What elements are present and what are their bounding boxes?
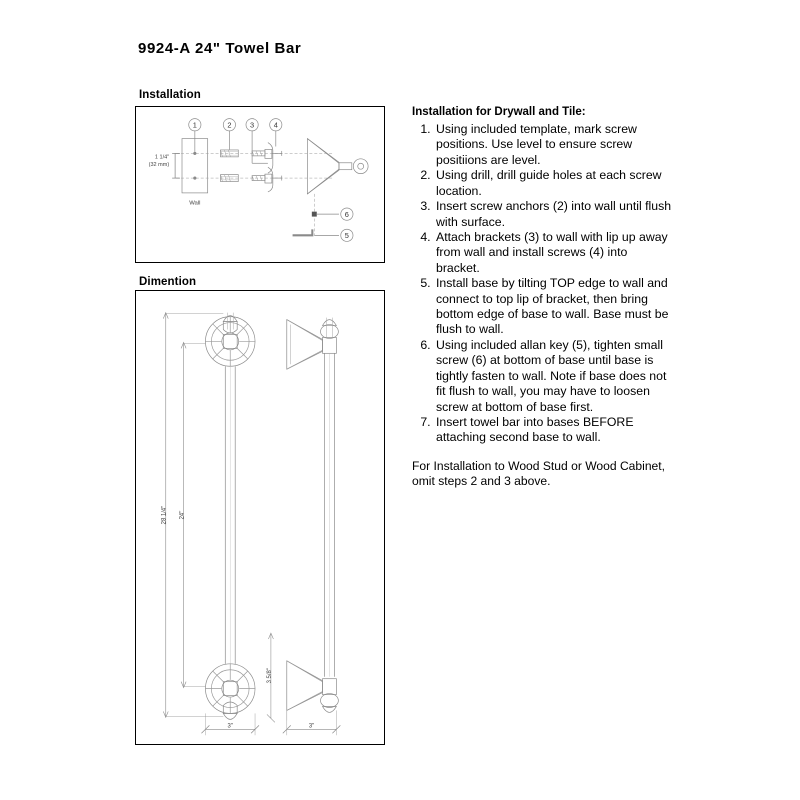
closing-note: For Installation to Wood Stud or Wood Cabinet, omit steps 2 and 3 above. xyxy=(412,458,665,489)
section-heading-dimention: Dimention xyxy=(139,276,197,288)
side-view-top-base xyxy=(287,318,339,370)
overall-length-label: 28 1/4" xyxy=(161,505,168,525)
front-base-width-label: 3" xyxy=(227,723,233,730)
instruction-step: 5. Install base by tilting TOP edge to wall and connect to top lip of bracket, then bring bottom edge of base to wall. Base must be flush to wall. xyxy=(434,276,674,338)
instruction-steps-list xyxy=(412,122,674,446)
instruction-step: 2. Using drill, drill guide holes at each screw location. xyxy=(434,168,674,199)
callout-4: 4 xyxy=(273,120,278,130)
callout-3: 3 xyxy=(250,120,255,130)
instruction-step: 4. Attach brackets (3) to wall with lip up away from wall and install screws (4) into bracket. xyxy=(434,230,674,276)
callout-1: 1 xyxy=(192,120,197,130)
instructions-title: Installation for Drywall and Tile: xyxy=(412,106,586,118)
instruction-step: 1. Using included template, mark screw positions. Use level to ensure screw positiions are level. xyxy=(434,122,674,168)
callout-6: 6 xyxy=(344,209,349,219)
dimension-drawing-panel xyxy=(135,290,385,745)
page-title: 9924-A 24" Towel Bar xyxy=(138,40,302,57)
spacing-dimension-mm: (32 mm) xyxy=(148,162,170,169)
side-view-bottom-base xyxy=(287,661,339,713)
front-view-top-base xyxy=(205,313,255,367)
instruction-step: 3. Insert screw anchors (2) into wall until flush with surface. xyxy=(434,199,674,230)
side-base-width-label: 3" xyxy=(308,723,315,730)
bar-length-label: 24" xyxy=(179,510,186,520)
callout-2: 2 xyxy=(227,120,232,130)
instruction-step: 7. Insert towel bar into bases BEFORE attaching second base to wall. xyxy=(434,415,674,446)
projection-depth-label: 3 5/8" xyxy=(266,668,273,684)
spacing-dimension-inch: 1 1/4" xyxy=(154,154,170,161)
instruction-step: 6. Using included allan key (5), tighten small screw (6) at bottom of base until base is tightly fasten to wall. Note if base does not fit flush to wall, you may have to loosen screw at bottom of base first. xyxy=(434,338,674,415)
front-view-bottom-base xyxy=(205,664,255,720)
wall-label: Wall xyxy=(189,200,201,207)
instructions-column xyxy=(412,106,674,489)
installation-diagram-panel xyxy=(135,106,385,263)
callout-5: 5 xyxy=(344,231,349,241)
section-heading-installation: Installation xyxy=(139,89,201,101)
